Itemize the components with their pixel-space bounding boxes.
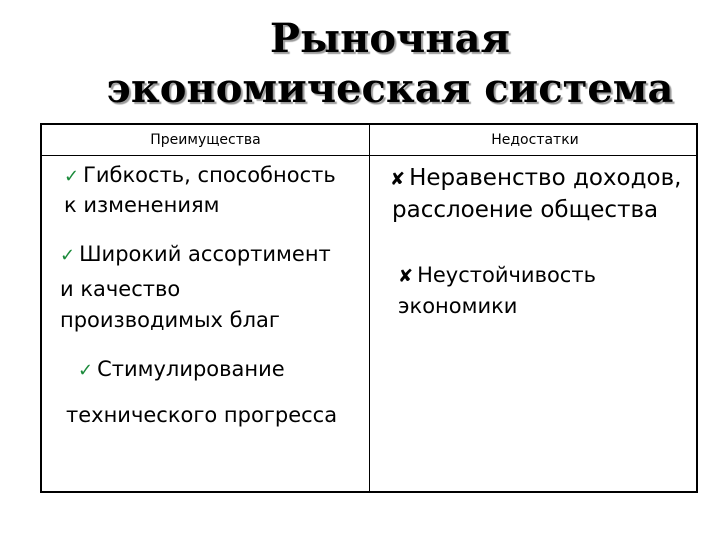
header-disadvantages: Недостатки (491, 132, 579, 148)
advantage-3-line-2: технического прогресса (66, 403, 338, 427)
disadvantage-1-line-2: расслоение общества (392, 197, 659, 223)
advantage-2-line-1: Широкий ассортимент (79, 242, 331, 266)
advantage-item-2-cont (60, 274, 180, 304)
advantage-item-3 (78, 354, 285, 386)
disadvantage-2-line-1: Неустойчивость (417, 263, 596, 287)
header-advantages: Преимущества (150, 132, 261, 148)
disadvantage-2-line-2: экономики (398, 294, 518, 318)
advantage-item-2-cont2 (60, 305, 280, 335)
advantage-item-2 (60, 239, 331, 271)
slide-title-line-1: Рыночная (269, 15, 511, 62)
advantage-2-line-2: и качество (60, 277, 181, 301)
advantage-item-3-cont (66, 400, 337, 430)
advantage-3-line-1: Стимулирование (97, 357, 285, 381)
advantage-1-line-1: Гибкость, способность (83, 163, 336, 187)
advantage-2-line-3: производимых благ (60, 308, 280, 332)
advantage-item-1-cont (64, 190, 219, 220)
disadvantage-item-2-cont (398, 291, 517, 321)
check-icon: ✓ (64, 166, 80, 187)
advantage-1-line-2: к изменениям (64, 193, 220, 217)
slide-title-line-2: экономическая система (106, 65, 674, 112)
comparison-table (40, 123, 698, 493)
column-divider (369, 125, 370, 491)
header-divider (42, 155, 696, 156)
disadvantage-item-2 (398, 260, 596, 292)
advantage-item-1 (64, 160, 336, 192)
cross-icon: ✘ (390, 169, 406, 190)
disadvantage-item-1-cont (392, 195, 658, 225)
check-icon: ✓ (60, 245, 76, 266)
disadvantage-1-line-1: Неравенство доходов, (409, 165, 682, 191)
cross-icon: ✘ (398, 266, 414, 287)
disadvantage-item-1 (390, 163, 681, 195)
check-icon: ✓ (78, 360, 94, 381)
